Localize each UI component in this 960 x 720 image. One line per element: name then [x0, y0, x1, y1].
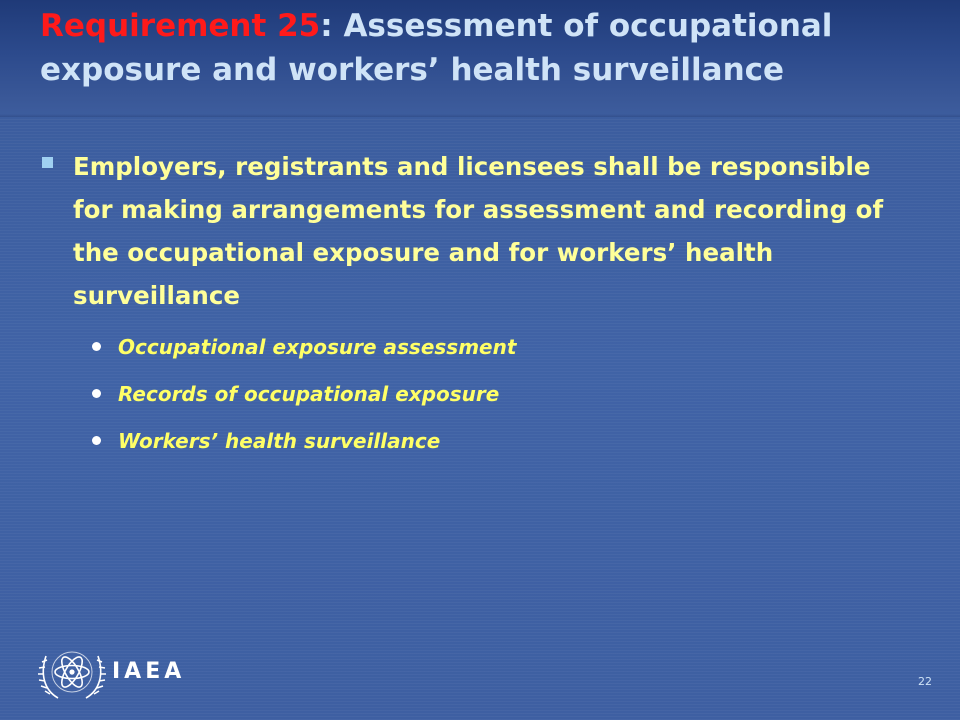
- square-bullet-icon: [42, 157, 53, 168]
- iaea-logo: [36, 636, 185, 706]
- sub-bullet-item: [92, 370, 916, 417]
- sub-bullet-text: Workers’ health surveillance: [118, 428, 441, 453]
- slide-title: [40, 4, 940, 92]
- page-number: 22: [918, 675, 932, 688]
- sub-bullet-text: Records of occupational exposure: [118, 381, 500, 406]
- round-bullet-icon: [92, 389, 101, 398]
- sub-bullet-list: [36, 323, 916, 464]
- round-bullet-icon: [92, 342, 101, 351]
- title-requirement-label: Requirement 25: [40, 8, 321, 44]
- main-bullet-item: [36, 148, 916, 317]
- sub-bullet-text: Occupational exposure assessment: [118, 334, 517, 359]
- title-text: : Assessment of occupational exposure and workers’ health surveillance: [40, 8, 833, 88]
- sub-bullet-item: [92, 417, 916, 464]
- sub-bullet-item: [92, 323, 916, 370]
- logo-text: IAEA: [112, 658, 186, 684]
- title-band: [0, 0, 960, 117]
- main-bullet-text: Employers, registrants and licensees shall be responsible for making arrangements for assessment and recording of the occupational exposure and for workers’ health surveillance: [73, 152, 884, 310]
- iaea-emblem-icon: [36, 636, 108, 706]
- round-bullet-icon: [92, 436, 101, 445]
- slide-content: [36, 148, 916, 464]
